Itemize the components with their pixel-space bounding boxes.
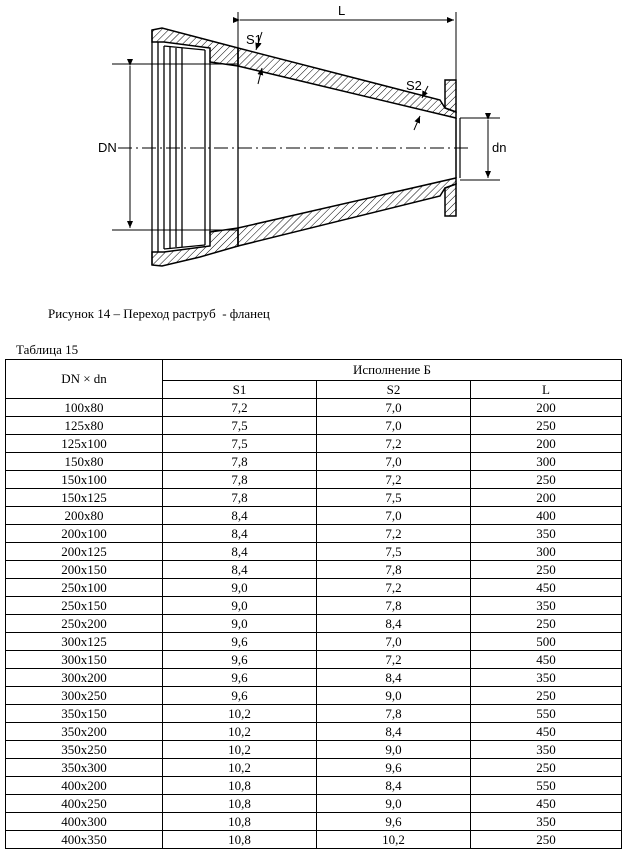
table-row <box>6 489 622 507</box>
cell-s1: 10,2 <box>163 741 317 759</box>
header-s2: S2 <box>317 381 471 399</box>
cell-s2: 7,5 <box>317 489 471 507</box>
table-row <box>6 669 622 687</box>
cell-s2: 7,0 <box>317 417 471 435</box>
socket-upper-wall <box>152 28 238 66</box>
table-row <box>6 687 622 705</box>
cell-s1: 7,8 <box>163 471 317 489</box>
cell-s2: 8,4 <box>317 777 471 795</box>
cell-dn: 350x300 <box>6 759 163 777</box>
table-row <box>6 561 622 579</box>
cell-l: 350 <box>471 669 622 687</box>
cell-l: 250 <box>471 561 622 579</box>
cell-s2: 7,8 <box>317 597 471 615</box>
cell-l: 450 <box>471 579 622 597</box>
label-S2: S2 <box>406 78 422 93</box>
cell-l: 250 <box>471 471 622 489</box>
cell-dn: 300x150 <box>6 651 163 669</box>
cell-s1: 10,8 <box>163 795 317 813</box>
cell-dn: 125x80 <box>6 417 163 435</box>
cell-dn: 150x80 <box>6 453 163 471</box>
cell-dn: 350x150 <box>6 705 163 723</box>
label-L: L <box>338 3 346 18</box>
cell-dn: 200x150 <box>6 561 163 579</box>
table-row <box>6 579 622 597</box>
cell-dn: 250x200 <box>6 615 163 633</box>
cell-dn: 400x350 <box>6 831 163 849</box>
cell-l: 500 <box>471 633 622 651</box>
label-DN: DN <box>98 140 117 155</box>
cell-l: 450 <box>471 651 622 669</box>
cell-s2: 7,0 <box>317 507 471 525</box>
label-dn: dn <box>492 140 507 155</box>
cell-s2: 7,5 <box>317 543 471 561</box>
table-row <box>6 705 622 723</box>
table-row <box>6 543 622 561</box>
cell-s2: 7,0 <box>317 633 471 651</box>
figure-caption: Рисунок 14 – Переход раструб - фланец <box>48 306 270 321</box>
cell-dn: 100x80 <box>6 399 163 417</box>
reducer-drawing <box>0 0 627 300</box>
cell-s1: 7,5 <box>163 417 317 435</box>
cell-l: 350 <box>471 741 622 759</box>
cell-s2: 9,6 <box>317 759 471 777</box>
cell-l: 250 <box>471 615 622 633</box>
cell-l: 450 <box>471 795 622 813</box>
cell-s2: 7,2 <box>317 651 471 669</box>
cell-l: 300 <box>471 453 622 471</box>
cell-s1: 9,0 <box>163 579 317 597</box>
cell-dn: 250x100 <box>6 579 163 597</box>
cone-upper-wall <box>238 48 456 118</box>
table-row <box>6 615 622 633</box>
cell-s2: 7,8 <box>317 705 471 723</box>
table-row <box>6 525 622 543</box>
cell-s2: 7,8 <box>317 561 471 579</box>
cell-l: 550 <box>471 777 622 795</box>
cell-l: 350 <box>471 813 622 831</box>
cell-s2: 9,0 <box>317 687 471 705</box>
header-group: Исполнение Б <box>163 360 622 381</box>
table-row <box>6 831 622 849</box>
cell-s1: 7,8 <box>163 489 317 507</box>
cell-s2: 7,2 <box>317 579 471 597</box>
cell-s1: 7,5 <box>163 435 317 453</box>
cell-s1: 10,2 <box>163 723 317 741</box>
cell-l: 250 <box>471 687 622 705</box>
cell-s1: 9,6 <box>163 669 317 687</box>
cell-s2: 7,2 <box>317 435 471 453</box>
label-S1: S1 <box>246 32 262 47</box>
table-row <box>6 435 622 453</box>
cell-s1: 10,2 <box>163 705 317 723</box>
cell-l: 250 <box>471 417 622 435</box>
cell-dn: 300x125 <box>6 633 163 651</box>
cell-s2: 8,4 <box>317 723 471 741</box>
table-row <box>6 597 622 615</box>
cell-dn: 200x100 <box>6 525 163 543</box>
cell-s1: 8,4 <box>163 543 317 561</box>
cell-dn: 125x100 <box>6 435 163 453</box>
cell-dn: 300x200 <box>6 669 163 687</box>
cell-s1: 7,8 <box>163 453 317 471</box>
cell-s2: 9,0 <box>317 741 471 759</box>
cell-dn: 400x200 <box>6 777 163 795</box>
cell-dn: 350x200 <box>6 723 163 741</box>
cell-dn: 400x250 <box>6 795 163 813</box>
table-body <box>6 399 622 849</box>
cell-dn: 400x300 <box>6 813 163 831</box>
cell-s2: 10,2 <box>317 831 471 849</box>
cell-s1: 9,6 <box>163 633 317 651</box>
header-dn: DN × dn <box>6 360 163 399</box>
dimensions-table <box>5 359 622 849</box>
cell-s2: 8,4 <box>317 615 471 633</box>
cell-l: 200 <box>471 435 622 453</box>
cell-dn: 150x125 <box>6 489 163 507</box>
cell-s1: 9,0 <box>163 615 317 633</box>
cell-s2: 9,0 <box>317 795 471 813</box>
cell-s2: 7,2 <box>317 471 471 489</box>
cell-s1: 8,4 <box>163 525 317 543</box>
table-row <box>6 471 622 489</box>
table-row <box>6 633 622 651</box>
table-row <box>6 417 622 435</box>
cell-s1: 10,8 <box>163 831 317 849</box>
cell-l: 200 <box>471 489 622 507</box>
cell-s1: 10,2 <box>163 759 317 777</box>
table-row <box>6 453 622 471</box>
cell-s2: 7,2 <box>317 525 471 543</box>
cell-l: 450 <box>471 723 622 741</box>
table-row <box>6 777 622 795</box>
cell-l: 250 <box>471 759 622 777</box>
header-s1: S1 <box>163 381 317 399</box>
table-row <box>6 741 622 759</box>
cell-dn: 250x150 <box>6 597 163 615</box>
socket-lower-wall <box>152 228 238 266</box>
cell-s1: 10,8 <box>163 813 317 831</box>
cell-s1: 10,8 <box>163 777 317 795</box>
table-row <box>6 813 622 831</box>
cell-s1: 7,2 <box>163 399 317 417</box>
cell-l: 350 <box>471 597 622 615</box>
table-label: Таблица 15 <box>16 342 79 357</box>
cell-dn: 350x250 <box>6 741 163 759</box>
cell-s1: 8,4 <box>163 507 317 525</box>
cell-s1: 9,0 <box>163 597 317 615</box>
cone-lower-wall <box>238 178 456 246</box>
cell-s1: 9,6 <box>163 651 317 669</box>
cell-l: 250 <box>471 831 622 849</box>
flange-bottom <box>445 184 456 216</box>
cell-s2: 8,4 <box>317 669 471 687</box>
cell-s1: 8,4 <box>163 561 317 579</box>
cell-dn: 200x80 <box>6 507 163 525</box>
table-row <box>6 507 622 525</box>
table-row <box>6 795 622 813</box>
cell-dn: 200x125 <box>6 543 163 561</box>
cell-s2: 7,0 <box>317 399 471 417</box>
table-row <box>6 399 622 417</box>
cell-s2: 7,0 <box>317 453 471 471</box>
header-l: L <box>471 381 622 399</box>
cell-l: 550 <box>471 705 622 723</box>
cell-l: 400 <box>471 507 622 525</box>
cell-s1: 9,6 <box>163 687 317 705</box>
cell-l: 300 <box>471 543 622 561</box>
flange-top <box>445 80 456 112</box>
cell-l: 350 <box>471 525 622 543</box>
cell-dn: 300x250 <box>6 687 163 705</box>
cell-dn: 150x100 <box>6 471 163 489</box>
table-row <box>6 759 622 777</box>
cell-l: 200 <box>471 399 622 417</box>
table-row <box>6 723 622 741</box>
cell-s2: 9,6 <box>317 813 471 831</box>
table-row <box>6 651 622 669</box>
